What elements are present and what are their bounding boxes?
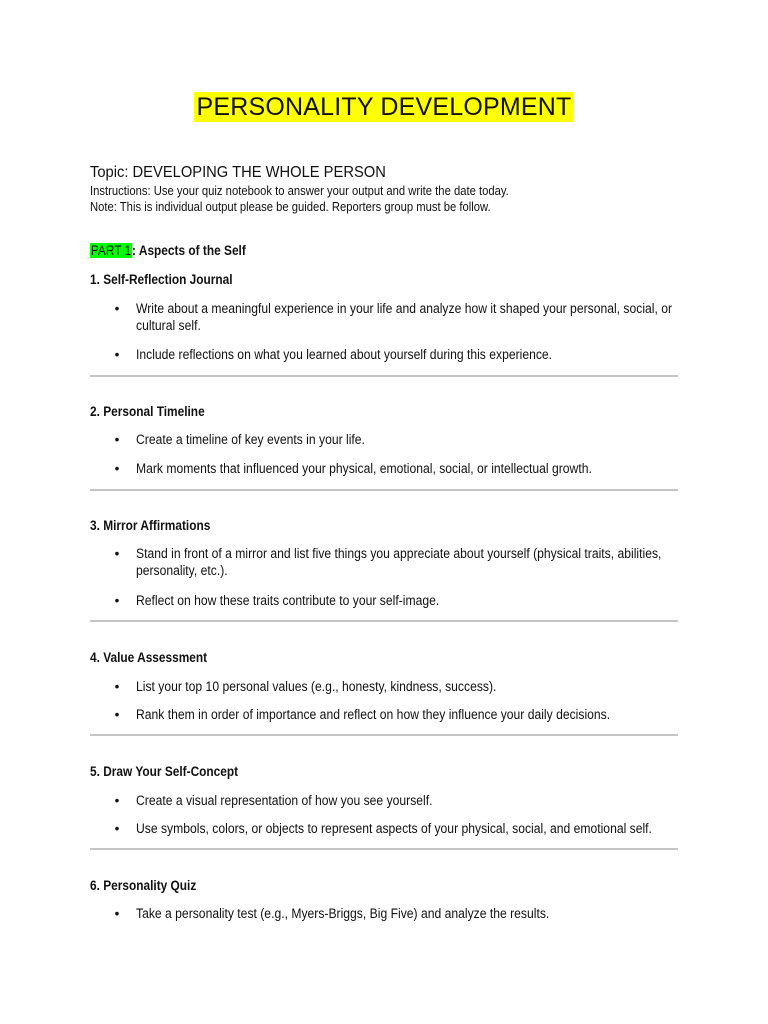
section-divider — [90, 848, 678, 850]
instructions-text: Instructions: Use your quiz notebook to answer your output and write the date today. — [90, 184, 509, 198]
list-item — [112, 545, 732, 579]
list-item — [112, 460, 732, 477]
note-text: Note: This is individual output please be guided. Reporters group must be follow. — [90, 200, 491, 214]
bullet-icon: • — [114, 301, 120, 316]
bullet-icon: • — [114, 432, 120, 447]
list-item-text: Create a visual representation of how you see yourself. — [136, 793, 433, 808]
list-item — [112, 792, 732, 809]
topic-label: Topic: — [90, 164, 129, 181]
section-heading-1: 1. Self-Reflection Journal — [90, 272, 233, 287]
bullet-icon: • — [114, 821, 120, 836]
section-heading-5: 5. Draw Your Self-Concept — [90, 764, 239, 779]
list-item — [112, 820, 732, 837]
list-item-text: Take a personality test (e.g., Myers-Briggs, Big Five) and analyze the results. — [136, 906, 550, 921]
bullet-icon: • — [114, 546, 120, 561]
list-item — [112, 592, 732, 609]
bullet-icon: • — [114, 906, 120, 921]
part-tag: PART 1 — [90, 243, 132, 258]
section-divider — [90, 620, 678, 622]
bullet-icon: • — [114, 461, 120, 476]
section-heading-3: 3. Mirror Affirmations — [90, 518, 211, 533]
list-item-text: Create a timeline of key events in your life. — [136, 432, 365, 447]
topic-value: DEVELOPING THE WHOLE PERSON — [132, 164, 386, 181]
list-item-text: Reflect on how these traits contribute to your self-image. — [136, 593, 440, 608]
list-item-text: Include reflections on what you learned about yourself during this experience. — [136, 347, 553, 362]
section-heading-2: 2. Personal Timeline — [90, 404, 205, 419]
section-heading-4: 4. Value Assessment — [90, 650, 208, 665]
document-title: PERSONALITY DEVELOPMENT — [196, 93, 572, 121]
section-divider — [90, 734, 678, 736]
list-item-text: Mark moments that influenced your physical, emotional, social, or intellectual growth. — [136, 461, 592, 476]
list-item-text: Use symbols, colors, or objects to represent aspects of your physical, social, and emotional self. — [136, 821, 652, 836]
topic-line — [90, 163, 386, 183]
section-divider — [90, 375, 678, 377]
part-heading — [90, 242, 246, 260]
list-item-text: Stand in front of a mirror and list five things you appreciate about yourself (physical traits, abilities, personality, etc.). — [136, 546, 662, 578]
list-item — [112, 706, 732, 723]
list-item — [112, 905, 732, 922]
list-item-text: Rank them in order of importance and reflect on how they influence your daily decisions. — [136, 707, 611, 722]
bullet-icon: • — [114, 793, 120, 808]
bullet-icon: • — [114, 707, 120, 722]
bullet-icon: • — [114, 593, 120, 608]
section-divider — [90, 489, 678, 491]
list-item — [112, 346, 732, 363]
part-title: : Aspects of the Self — [132, 243, 246, 258]
list-item-text: Write about a meaningful experience in your life and analyze how it shaped your personal, social, or cultural self. — [136, 301, 673, 333]
list-item — [112, 300, 732, 334]
list-item — [112, 431, 732, 448]
list-item — [112, 678, 732, 695]
bullet-icon: • — [114, 679, 120, 694]
list-item-text: List your top 10 personal values (e.g., honesty, kindness, success). — [136, 679, 497, 694]
section-heading-6: 6. Personality Quiz — [90, 878, 197, 893]
bullet-icon: • — [114, 347, 120, 362]
title-container — [0, 92, 768, 122]
